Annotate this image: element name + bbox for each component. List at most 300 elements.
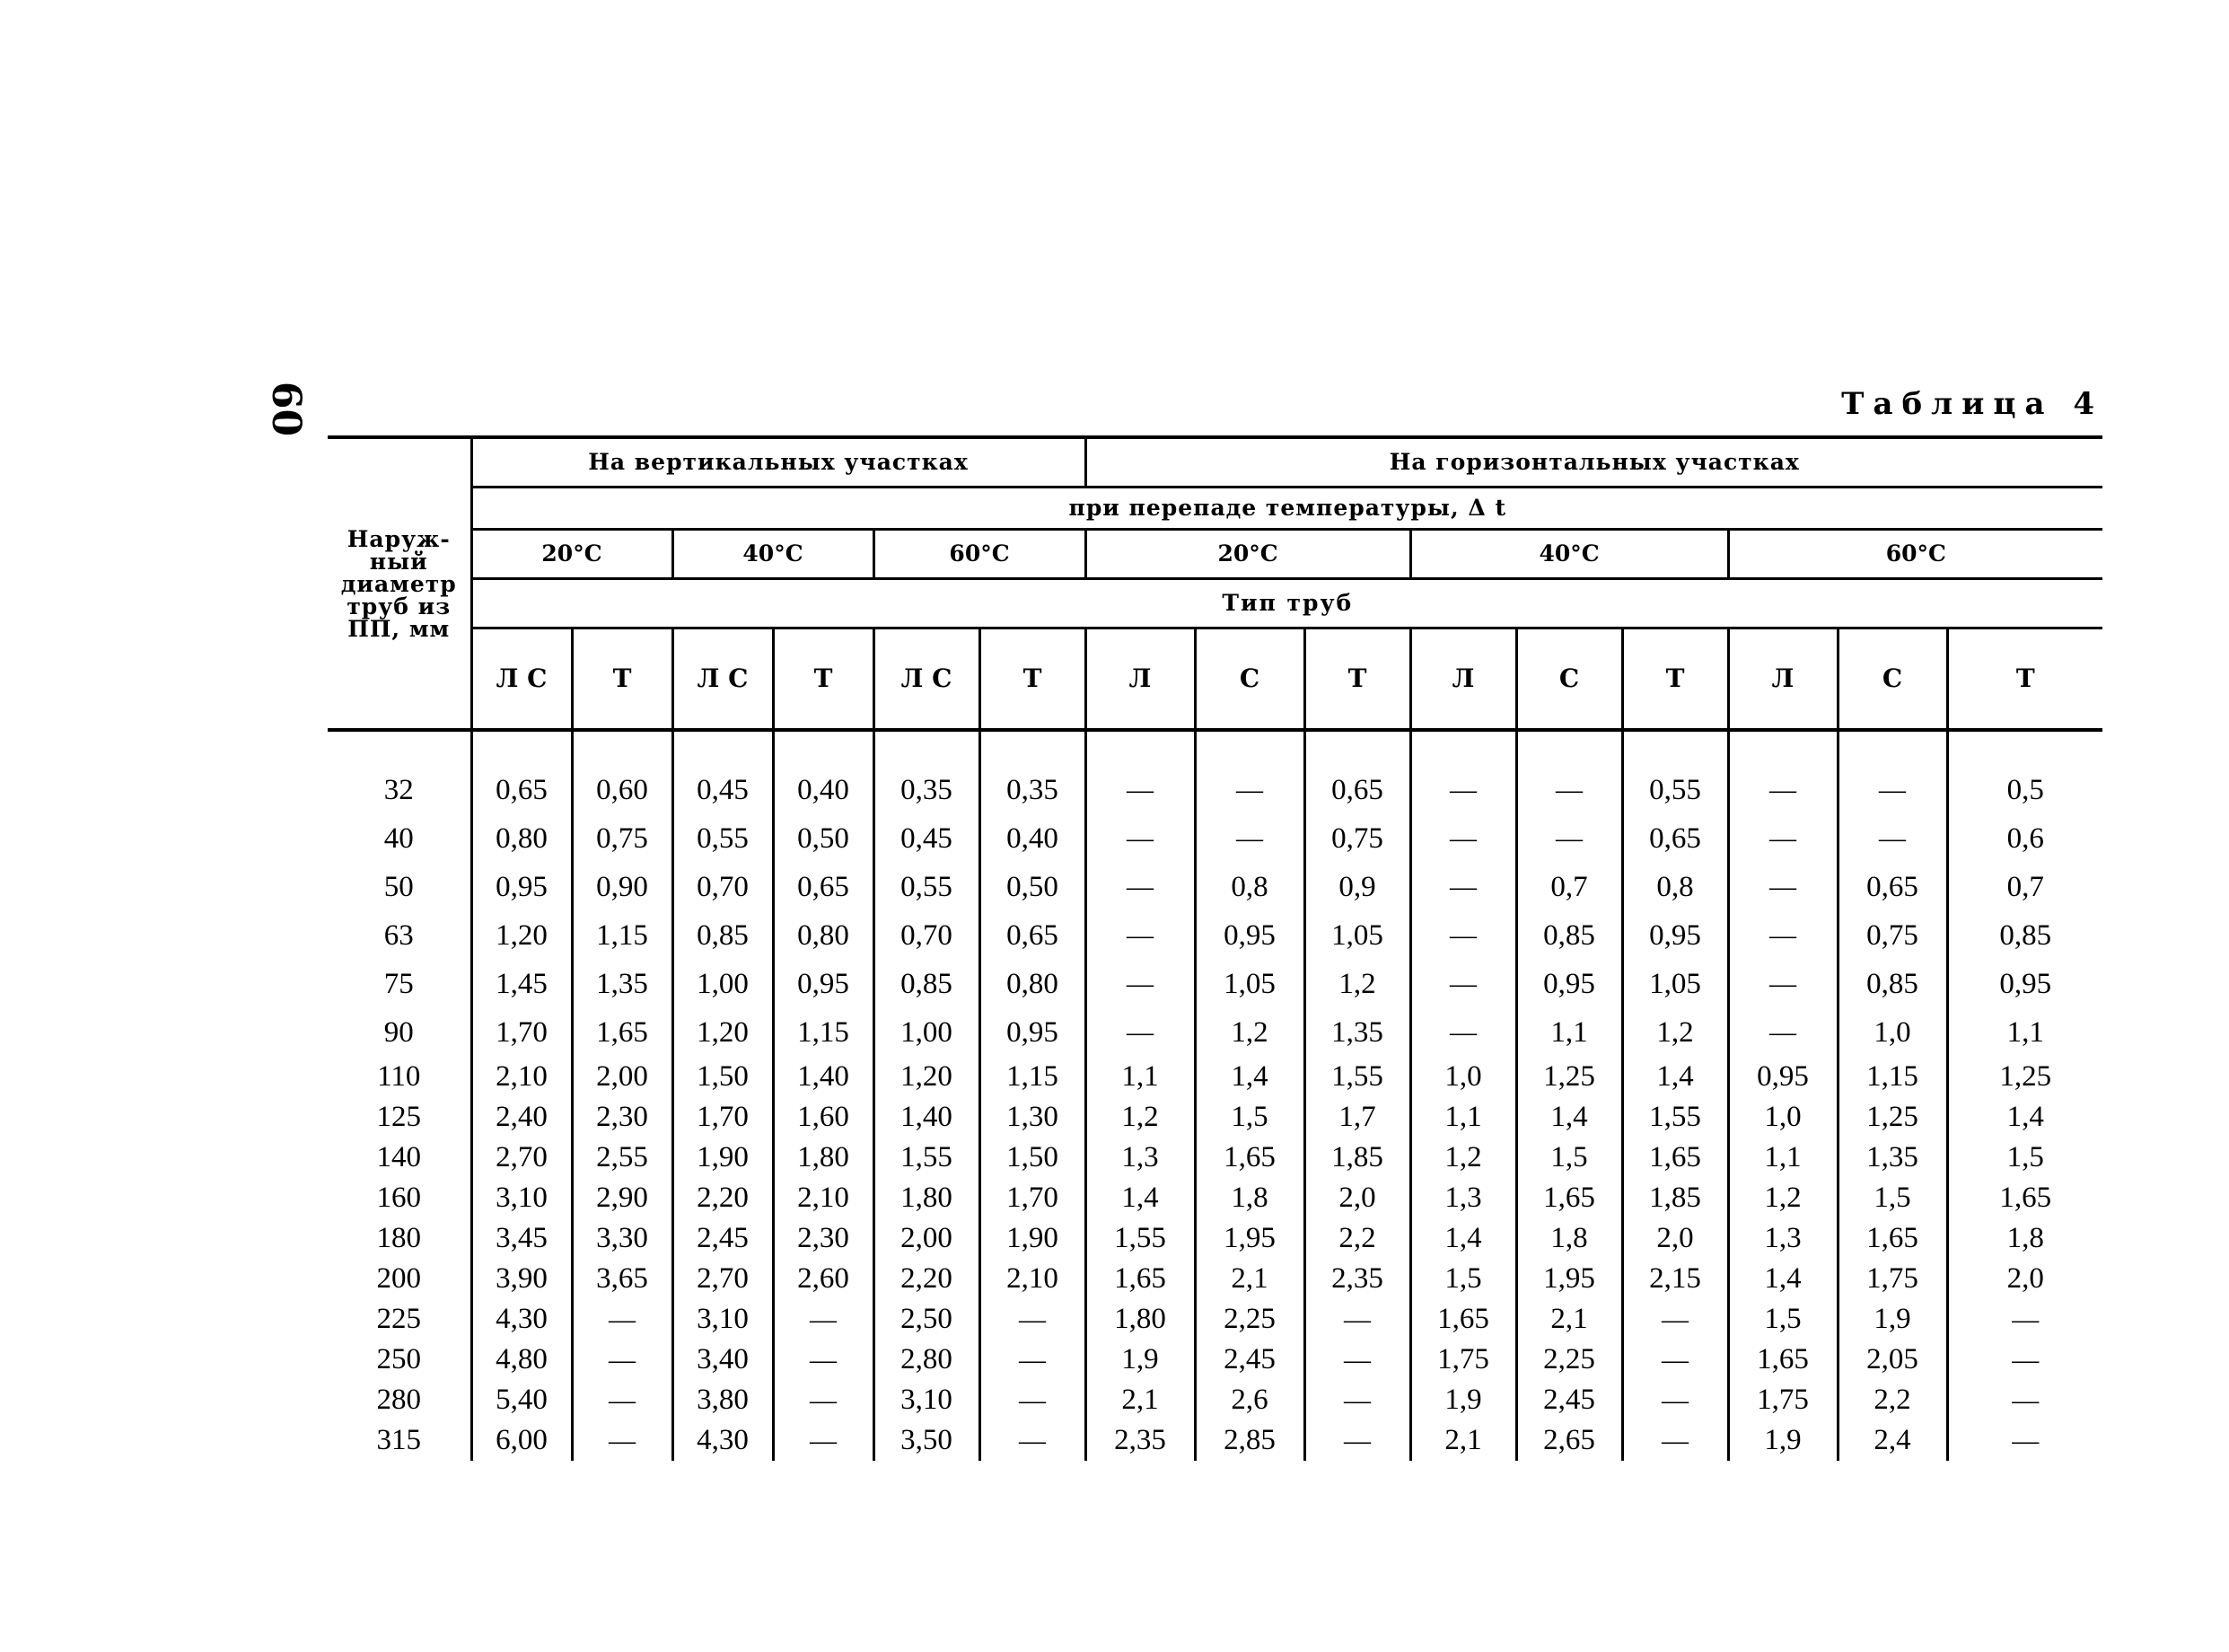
pipe-type-cell: Т bbox=[1947, 628, 2102, 731]
value-cell: 1,15 bbox=[979, 1057, 1085, 1097]
table-row bbox=[328, 1008, 2102, 1057]
pipe-type-cell: Л С bbox=[672, 628, 773, 731]
value-cell: — bbox=[1516, 814, 1622, 863]
table-row bbox=[328, 1178, 2102, 1218]
value-cell: 1,65 bbox=[1516, 1178, 1622, 1218]
value-cell: 1,20 bbox=[471, 911, 572, 960]
value-cell: 1,1 bbox=[1516, 1008, 1622, 1057]
value-cell: 0,65 bbox=[1838, 863, 1947, 911]
value-cell: 2,70 bbox=[471, 1138, 572, 1178]
value-cell: 0,95 bbox=[1728, 1057, 1838, 1097]
temp-header-v40: 40°C bbox=[672, 530, 873, 579]
table-header bbox=[328, 437, 2102, 730]
value-cell: — bbox=[572, 1299, 672, 1340]
value-cell: 2,20 bbox=[672, 1178, 773, 1218]
value-cell: — bbox=[1304, 1299, 1410, 1340]
value-cell: 1,95 bbox=[1195, 1218, 1304, 1259]
value-cell: 1,0 bbox=[1838, 1008, 1947, 1057]
value-cell: 1,3 bbox=[1410, 1178, 1516, 1218]
value-cell: 0,75 bbox=[572, 814, 672, 863]
value-cell: 1,8 bbox=[1947, 1218, 2102, 1259]
value-cell: 1,9 bbox=[1085, 1340, 1195, 1380]
temp-header-h20: 20°C bbox=[1085, 530, 1410, 579]
value-cell: — bbox=[1728, 911, 1838, 960]
diameter-cell: 125 bbox=[376, 1101, 421, 1133]
value-cell: 1,25 bbox=[1838, 1097, 1947, 1138]
value-cell: 1,9 bbox=[1728, 1420, 1838, 1461]
value-cell: 2,45 bbox=[1516, 1380, 1622, 1420]
value-cell: 1,00 bbox=[672, 960, 773, 1008]
value-cell: 1,5 bbox=[1728, 1299, 1838, 1340]
value-cell: 0,50 bbox=[979, 863, 1085, 911]
value-cell: 1,35 bbox=[572, 960, 672, 1008]
value-cell: 1,75 bbox=[1728, 1380, 1838, 1420]
value-cell: 0,40 bbox=[773, 732, 873, 814]
value-cell: 1,5 bbox=[1838, 1178, 1947, 1218]
value-cell: 1,2 bbox=[1622, 1008, 1728, 1057]
value-cell: 1,9 bbox=[1410, 1380, 1516, 1420]
value-cell: 1,3 bbox=[1728, 1218, 1838, 1259]
value-cell: 1,55 bbox=[873, 1138, 979, 1178]
value-cell: 2,1 bbox=[1085, 1380, 1195, 1420]
value-cell: — bbox=[979, 1420, 1085, 1461]
diameter-cell: 90 bbox=[383, 1016, 414, 1049]
value-cell: 1,70 bbox=[672, 1097, 773, 1138]
table-row bbox=[328, 1259, 2102, 1299]
value-cell: 2,1 bbox=[1195, 1259, 1304, 1299]
value-cell: — bbox=[572, 1420, 672, 1461]
horizontal-sections-header: На горизонтальных участках bbox=[1085, 437, 2102, 488]
value-cell: 0,85 bbox=[1947, 911, 2102, 960]
value-cell: 2,50 bbox=[873, 1299, 979, 1340]
value-cell: 1,65 bbox=[1728, 1340, 1838, 1380]
value-cell: 1,5 bbox=[1947, 1138, 2102, 1178]
value-cell: 1,75 bbox=[1410, 1340, 1516, 1380]
value-cell: 2,30 bbox=[773, 1218, 873, 1259]
value-cell: 1,5 bbox=[1516, 1138, 1622, 1178]
value-cell: 2,6 bbox=[1195, 1380, 1304, 1420]
diameter-cell: 63 bbox=[383, 919, 414, 952]
value-cell: 1,4 bbox=[1622, 1057, 1728, 1097]
value-cell: 1,4 bbox=[1947, 1097, 2102, 1138]
value-cell: 1,2 bbox=[1195, 1008, 1304, 1057]
table-row bbox=[328, 1340, 2102, 1380]
value-cell: 1,25 bbox=[1947, 1057, 2102, 1097]
value-cell: 1,1 bbox=[1947, 1008, 2102, 1057]
value-cell: 1,4 bbox=[1410, 1218, 1516, 1259]
value-cell: 1,50 bbox=[979, 1138, 1085, 1178]
value-cell: 0,45 bbox=[672, 732, 773, 814]
value-cell: 1,05 bbox=[1622, 960, 1728, 1008]
value-cell: 2,25 bbox=[1516, 1340, 1622, 1380]
value-cell: 1,95 bbox=[1516, 1259, 1622, 1299]
value-cell: 0,50 bbox=[773, 814, 873, 863]
value-cell: 0,35 bbox=[979, 732, 1085, 814]
value-cell: — bbox=[1728, 960, 1838, 1008]
diameter-cell: 315 bbox=[376, 1424, 421, 1456]
diameter-cell: 200 bbox=[376, 1262, 421, 1295]
value-cell: — bbox=[773, 1420, 873, 1461]
value-cell: 2,45 bbox=[672, 1218, 773, 1259]
value-cell: 2,0 bbox=[1304, 1178, 1410, 1218]
value-cell: 1,1 bbox=[1728, 1138, 1838, 1178]
value-cell: 1,00 bbox=[873, 1008, 979, 1057]
value-cell: — bbox=[1304, 1380, 1410, 1420]
pipe-type-cell: С bbox=[1516, 628, 1622, 731]
value-cell: 1,65 bbox=[1410, 1299, 1516, 1340]
value-cell: 0,7 bbox=[1516, 863, 1622, 911]
value-cell: 2,40 bbox=[471, 1097, 572, 1138]
value-cell: 1,1 bbox=[1085, 1057, 1195, 1097]
value-cell: — bbox=[1410, 732, 1516, 814]
value-cell: 1,90 bbox=[979, 1218, 1085, 1259]
table-row bbox=[328, 814, 2102, 863]
value-cell: 0,95 bbox=[979, 1008, 1085, 1057]
value-cell: 2,1 bbox=[1516, 1299, 1622, 1340]
value-cell: 0,65 bbox=[773, 863, 873, 911]
value-cell: 2,20 bbox=[873, 1259, 979, 1299]
value-cell: 1,1 bbox=[1410, 1097, 1516, 1138]
value-cell: — bbox=[979, 1380, 1085, 1420]
value-cell: 0,8 bbox=[1622, 863, 1728, 911]
value-cell: — bbox=[1838, 814, 1947, 863]
value-cell: 1,15 bbox=[572, 911, 672, 960]
value-cell: 2,60 bbox=[773, 1259, 873, 1299]
table-row bbox=[328, 960, 2102, 1008]
value-cell: 2,10 bbox=[471, 1057, 572, 1097]
value-cell: 1,65 bbox=[1838, 1218, 1947, 1259]
value-cell: — bbox=[1195, 732, 1304, 814]
value-cell: 0,65 bbox=[471, 732, 572, 814]
value-cell: — bbox=[1410, 911, 1516, 960]
value-cell: 1,2 bbox=[1085, 1097, 1195, 1138]
value-cell: — bbox=[979, 1299, 1085, 1340]
value-cell: 6,00 bbox=[471, 1420, 572, 1461]
value-cell: 1,0 bbox=[1410, 1057, 1516, 1097]
value-cell: 1,65 bbox=[1947, 1178, 2102, 1218]
value-cell: 1,4 bbox=[1516, 1097, 1622, 1138]
value-cell: 1,15 bbox=[773, 1008, 873, 1057]
value-cell: 1,8 bbox=[1195, 1178, 1304, 1218]
value-cell: — bbox=[1838, 732, 1947, 814]
value-cell: 3,80 bbox=[672, 1380, 773, 1420]
value-cell: — bbox=[1622, 1420, 1728, 1461]
value-cell: 1,90 bbox=[672, 1138, 773, 1178]
value-cell: 0,85 bbox=[873, 960, 979, 1008]
value-cell: 0,55 bbox=[1622, 732, 1728, 814]
value-cell: 1,8 bbox=[1516, 1218, 1622, 1259]
table-title: Таблица 4 bbox=[1841, 386, 2103, 422]
value-cell: 1,80 bbox=[773, 1138, 873, 1178]
diameter-cell: 250 bbox=[376, 1343, 421, 1375]
value-cell: — bbox=[1947, 1380, 2102, 1420]
value-cell: 1,55 bbox=[1304, 1057, 1410, 1097]
table-row bbox=[328, 1138, 2102, 1178]
value-cell: 1,4 bbox=[1195, 1057, 1304, 1097]
value-cell: 0,5 bbox=[1947, 732, 2102, 814]
diameter-cell: 40 bbox=[383, 822, 414, 855]
pipe-type-cell: Л bbox=[1085, 628, 1195, 731]
value-cell: 1,55 bbox=[1085, 1218, 1195, 1259]
value-cell: 1,2 bbox=[1728, 1178, 1838, 1218]
value-cell: 3,45 bbox=[471, 1218, 572, 1259]
pipe-type-cell: Л С bbox=[471, 628, 572, 731]
value-cell: 0,75 bbox=[1838, 911, 1947, 960]
pipe-type-cell: Л bbox=[1728, 628, 1838, 731]
value-cell: 1,20 bbox=[672, 1008, 773, 1057]
value-cell: 1,70 bbox=[979, 1178, 1085, 1218]
value-cell: 3,30 bbox=[572, 1218, 672, 1259]
pipe-type-cell: Т bbox=[572, 628, 672, 731]
value-cell: — bbox=[1622, 1340, 1728, 1380]
value-cell: 0,85 bbox=[672, 911, 773, 960]
value-cell: 0,95 bbox=[1622, 911, 1728, 960]
value-cell: — bbox=[1085, 960, 1195, 1008]
value-cell: — bbox=[1410, 1008, 1516, 1057]
value-cell: 2,65 bbox=[1516, 1420, 1622, 1461]
table-row bbox=[328, 911, 2102, 960]
value-cell: 1,35 bbox=[1838, 1138, 1947, 1178]
diameter-cell: 75 bbox=[383, 968, 414, 1000]
table-row bbox=[328, 1299, 2102, 1340]
table-row bbox=[328, 732, 2102, 814]
value-cell: 1,40 bbox=[873, 1097, 979, 1138]
value-cell: 0,55 bbox=[672, 814, 773, 863]
table-body bbox=[328, 730, 2102, 1461]
value-cell: 1,3 bbox=[1085, 1138, 1195, 1178]
pipe-type-cell: С bbox=[1838, 628, 1947, 731]
value-cell: 3,90 bbox=[471, 1259, 572, 1299]
pipe-type-cell: Т bbox=[1622, 628, 1728, 731]
pipe-type-header: Тип труб bbox=[471, 579, 2102, 628]
diameter-cell: 280 bbox=[376, 1384, 421, 1416]
value-cell: 1,60 bbox=[773, 1097, 873, 1138]
value-cell: 1,30 bbox=[979, 1097, 1085, 1138]
value-cell: 2,10 bbox=[979, 1259, 1085, 1299]
value-cell: 1,65 bbox=[1085, 1259, 1195, 1299]
page-number: 60 bbox=[263, 381, 310, 437]
value-cell: 2,0 bbox=[1622, 1218, 1728, 1259]
value-cell: 2,2 bbox=[1304, 1218, 1410, 1259]
value-cell: — bbox=[1728, 1008, 1838, 1057]
value-cell: 2,1 bbox=[1410, 1420, 1516, 1461]
value-cell: 2,00 bbox=[873, 1218, 979, 1259]
table-row bbox=[328, 1218, 2102, 1259]
value-cell: 4,30 bbox=[672, 1420, 773, 1461]
value-cell: 2,85 bbox=[1195, 1420, 1304, 1461]
value-cell: — bbox=[1622, 1380, 1728, 1420]
value-cell: 1,85 bbox=[1622, 1178, 1728, 1218]
value-cell: 1,15 bbox=[1838, 1057, 1947, 1097]
value-cell: — bbox=[1410, 863, 1516, 911]
vertical-sections-header: На вертикальных участках bbox=[471, 437, 1085, 488]
value-cell: 0,85 bbox=[1838, 960, 1947, 1008]
value-cell: — bbox=[1304, 1420, 1410, 1461]
value-cell: 0,90 bbox=[572, 863, 672, 911]
value-cell: — bbox=[1622, 1299, 1728, 1340]
value-cell: 3,10 bbox=[873, 1380, 979, 1420]
value-cell: — bbox=[979, 1340, 1085, 1380]
value-cell: — bbox=[1085, 732, 1195, 814]
value-cell: 2,2 bbox=[1838, 1380, 1947, 1420]
diameter-cell: 160 bbox=[376, 1182, 421, 1214]
diameter-cell: 50 bbox=[383, 871, 414, 903]
value-cell: — bbox=[1947, 1420, 2102, 1461]
diameter-header: Наруж-ный диаметр труб из ПП, мм bbox=[328, 437, 471, 730]
value-cell: 2,00 bbox=[572, 1057, 672, 1097]
value-cell: 0,95 bbox=[1195, 911, 1304, 960]
value-cell: 0,95 bbox=[773, 960, 873, 1008]
value-cell: 1,4 bbox=[1728, 1259, 1838, 1299]
value-cell: — bbox=[1410, 814, 1516, 863]
temp-header-h60: 60°C bbox=[1728, 530, 2102, 579]
value-cell: 0,80 bbox=[979, 960, 1085, 1008]
value-cell: 1,40 bbox=[773, 1057, 873, 1097]
value-cell: 1,2 bbox=[1410, 1138, 1516, 1178]
value-cell: 2,90 bbox=[572, 1178, 672, 1218]
value-cell: 1,20 bbox=[873, 1057, 979, 1097]
value-cell: 0,55 bbox=[873, 863, 979, 911]
value-cell: 2,0 bbox=[1947, 1259, 2102, 1299]
value-cell: 1,80 bbox=[873, 1178, 979, 1218]
value-cell: 4,30 bbox=[471, 1299, 572, 1340]
value-cell: 1,7 bbox=[1304, 1097, 1410, 1138]
value-cell: 1,65 bbox=[572, 1008, 672, 1057]
value-cell: 0,95 bbox=[1516, 960, 1622, 1008]
value-cell: 2,15 bbox=[1622, 1259, 1728, 1299]
diameter-cell: 140 bbox=[376, 1141, 421, 1173]
value-cell: 1,75 bbox=[1838, 1259, 1947, 1299]
value-cell: 3,65 bbox=[572, 1259, 672, 1299]
value-cell: — bbox=[1728, 863, 1838, 911]
value-cell: 1,25 bbox=[1516, 1057, 1622, 1097]
value-cell: 2,70 bbox=[672, 1259, 773, 1299]
value-cell: — bbox=[1728, 814, 1838, 863]
value-cell: 5,40 bbox=[471, 1380, 572, 1420]
value-cell: 1,9 bbox=[1838, 1299, 1947, 1340]
diameter-cell: 110 bbox=[377, 1060, 421, 1093]
value-cell: 1,2 bbox=[1304, 960, 1410, 1008]
table-row bbox=[328, 863, 2102, 911]
value-cell: 1,4 bbox=[1085, 1178, 1195, 1218]
temp-header-v60: 60°C bbox=[873, 530, 1085, 579]
value-cell: 1,0 bbox=[1728, 1097, 1838, 1138]
pipe-type-cell: С bbox=[1195, 628, 1304, 731]
temp-header-h40: 40°C bbox=[1410, 530, 1728, 579]
value-cell: 0,45 bbox=[873, 814, 979, 863]
value-cell: 4,80 bbox=[471, 1340, 572, 1380]
value-cell: 1,65 bbox=[1622, 1138, 1728, 1178]
pipe-type-cell: Т bbox=[773, 628, 873, 731]
pipe-table bbox=[328, 435, 2102, 1461]
table-row bbox=[328, 1057, 2102, 1097]
value-cell: 3,40 bbox=[672, 1340, 773, 1380]
value-cell: — bbox=[1085, 1008, 1195, 1057]
temp-header-v20: 20°C bbox=[471, 530, 672, 579]
value-cell: 1,05 bbox=[1195, 960, 1304, 1008]
table-row bbox=[328, 1420, 2102, 1461]
temperature-diff-header: при перепаде температуры, Δ t bbox=[471, 488, 2102, 530]
value-cell: 2,80 bbox=[873, 1340, 979, 1380]
value-cell: 0,70 bbox=[672, 863, 773, 911]
value-cell: — bbox=[572, 1380, 672, 1420]
value-cell: — bbox=[1947, 1299, 2102, 1340]
value-cell: 1,50 bbox=[672, 1057, 773, 1097]
value-cell: — bbox=[1085, 814, 1195, 863]
value-cell: 2,35 bbox=[1304, 1259, 1410, 1299]
value-cell: 0,80 bbox=[773, 911, 873, 960]
value-cell: 1,80 bbox=[1085, 1299, 1195, 1340]
value-cell: 1,55 bbox=[1622, 1097, 1728, 1138]
pipe-type-cell: Т bbox=[979, 628, 1085, 731]
value-cell: 3,10 bbox=[471, 1178, 572, 1218]
value-cell: 1,5 bbox=[1195, 1097, 1304, 1138]
value-cell: 3,10 bbox=[672, 1299, 773, 1340]
value-cell: 2,10 bbox=[773, 1178, 873, 1218]
value-cell: 0,60 bbox=[572, 732, 672, 814]
value-cell: 0,7 bbox=[1947, 863, 2102, 911]
value-cell: 0,9 bbox=[1304, 863, 1410, 911]
value-cell: 2,25 bbox=[1195, 1299, 1304, 1340]
value-cell: 0,95 bbox=[471, 863, 572, 911]
value-cell: 0,85 bbox=[1516, 911, 1622, 960]
value-cell: 0,8 bbox=[1195, 863, 1304, 911]
value-cell: — bbox=[572, 1340, 672, 1380]
value-cell: 0,75 bbox=[1304, 814, 1410, 863]
value-cell: — bbox=[1947, 1340, 2102, 1380]
diameter-cell: 32 bbox=[383, 774, 414, 806]
pipe-type-cell: Л С bbox=[873, 628, 979, 731]
value-cell: — bbox=[1085, 911, 1195, 960]
value-cell: 1,05 bbox=[1304, 911, 1410, 960]
value-cell: 2,35 bbox=[1085, 1420, 1195, 1461]
value-cell: 2,30 bbox=[572, 1097, 672, 1138]
value-cell: 0,65 bbox=[979, 911, 1085, 960]
value-cell: 0,35 bbox=[873, 732, 979, 814]
value-cell: — bbox=[773, 1299, 873, 1340]
value-cell: 2,05 bbox=[1838, 1340, 1947, 1380]
diameter-cell: 180 bbox=[376, 1222, 421, 1254]
value-cell: 3,50 bbox=[873, 1420, 979, 1461]
value-cell: — bbox=[1304, 1340, 1410, 1380]
value-cell: 1,85 bbox=[1304, 1138, 1410, 1178]
value-cell: — bbox=[1516, 732, 1622, 814]
value-cell: 2,4 bbox=[1838, 1420, 1947, 1461]
value-cell: — bbox=[773, 1380, 873, 1420]
value-cell: — bbox=[1728, 732, 1838, 814]
value-cell: — bbox=[1195, 814, 1304, 863]
value-cell: 2,45 bbox=[1195, 1340, 1304, 1380]
value-cell: — bbox=[1085, 863, 1195, 911]
value-cell: 0,95 bbox=[1947, 960, 2102, 1008]
pipe-type-cell: Т bbox=[1304, 628, 1410, 731]
value-cell: — bbox=[773, 1340, 873, 1380]
pipe-type-cell: Л bbox=[1410, 628, 1516, 731]
value-cell: 1,35 bbox=[1304, 1008, 1410, 1057]
value-cell: 1,70 bbox=[471, 1008, 572, 1057]
value-cell: — bbox=[1410, 960, 1516, 1008]
table-row bbox=[328, 1097, 2102, 1138]
value-cell: 2,55 bbox=[572, 1138, 672, 1178]
value-cell: 0,40 bbox=[979, 814, 1085, 863]
value-cell: 0,80 bbox=[471, 814, 572, 863]
table-row bbox=[328, 1380, 2102, 1420]
value-cell: 0,6 bbox=[1947, 814, 2102, 863]
value-cell: 1,45 bbox=[471, 960, 572, 1008]
value-cell: 0,70 bbox=[873, 911, 979, 960]
data-table-container bbox=[328, 435, 2101, 1461]
value-cell: 1,5 bbox=[1410, 1259, 1516, 1299]
